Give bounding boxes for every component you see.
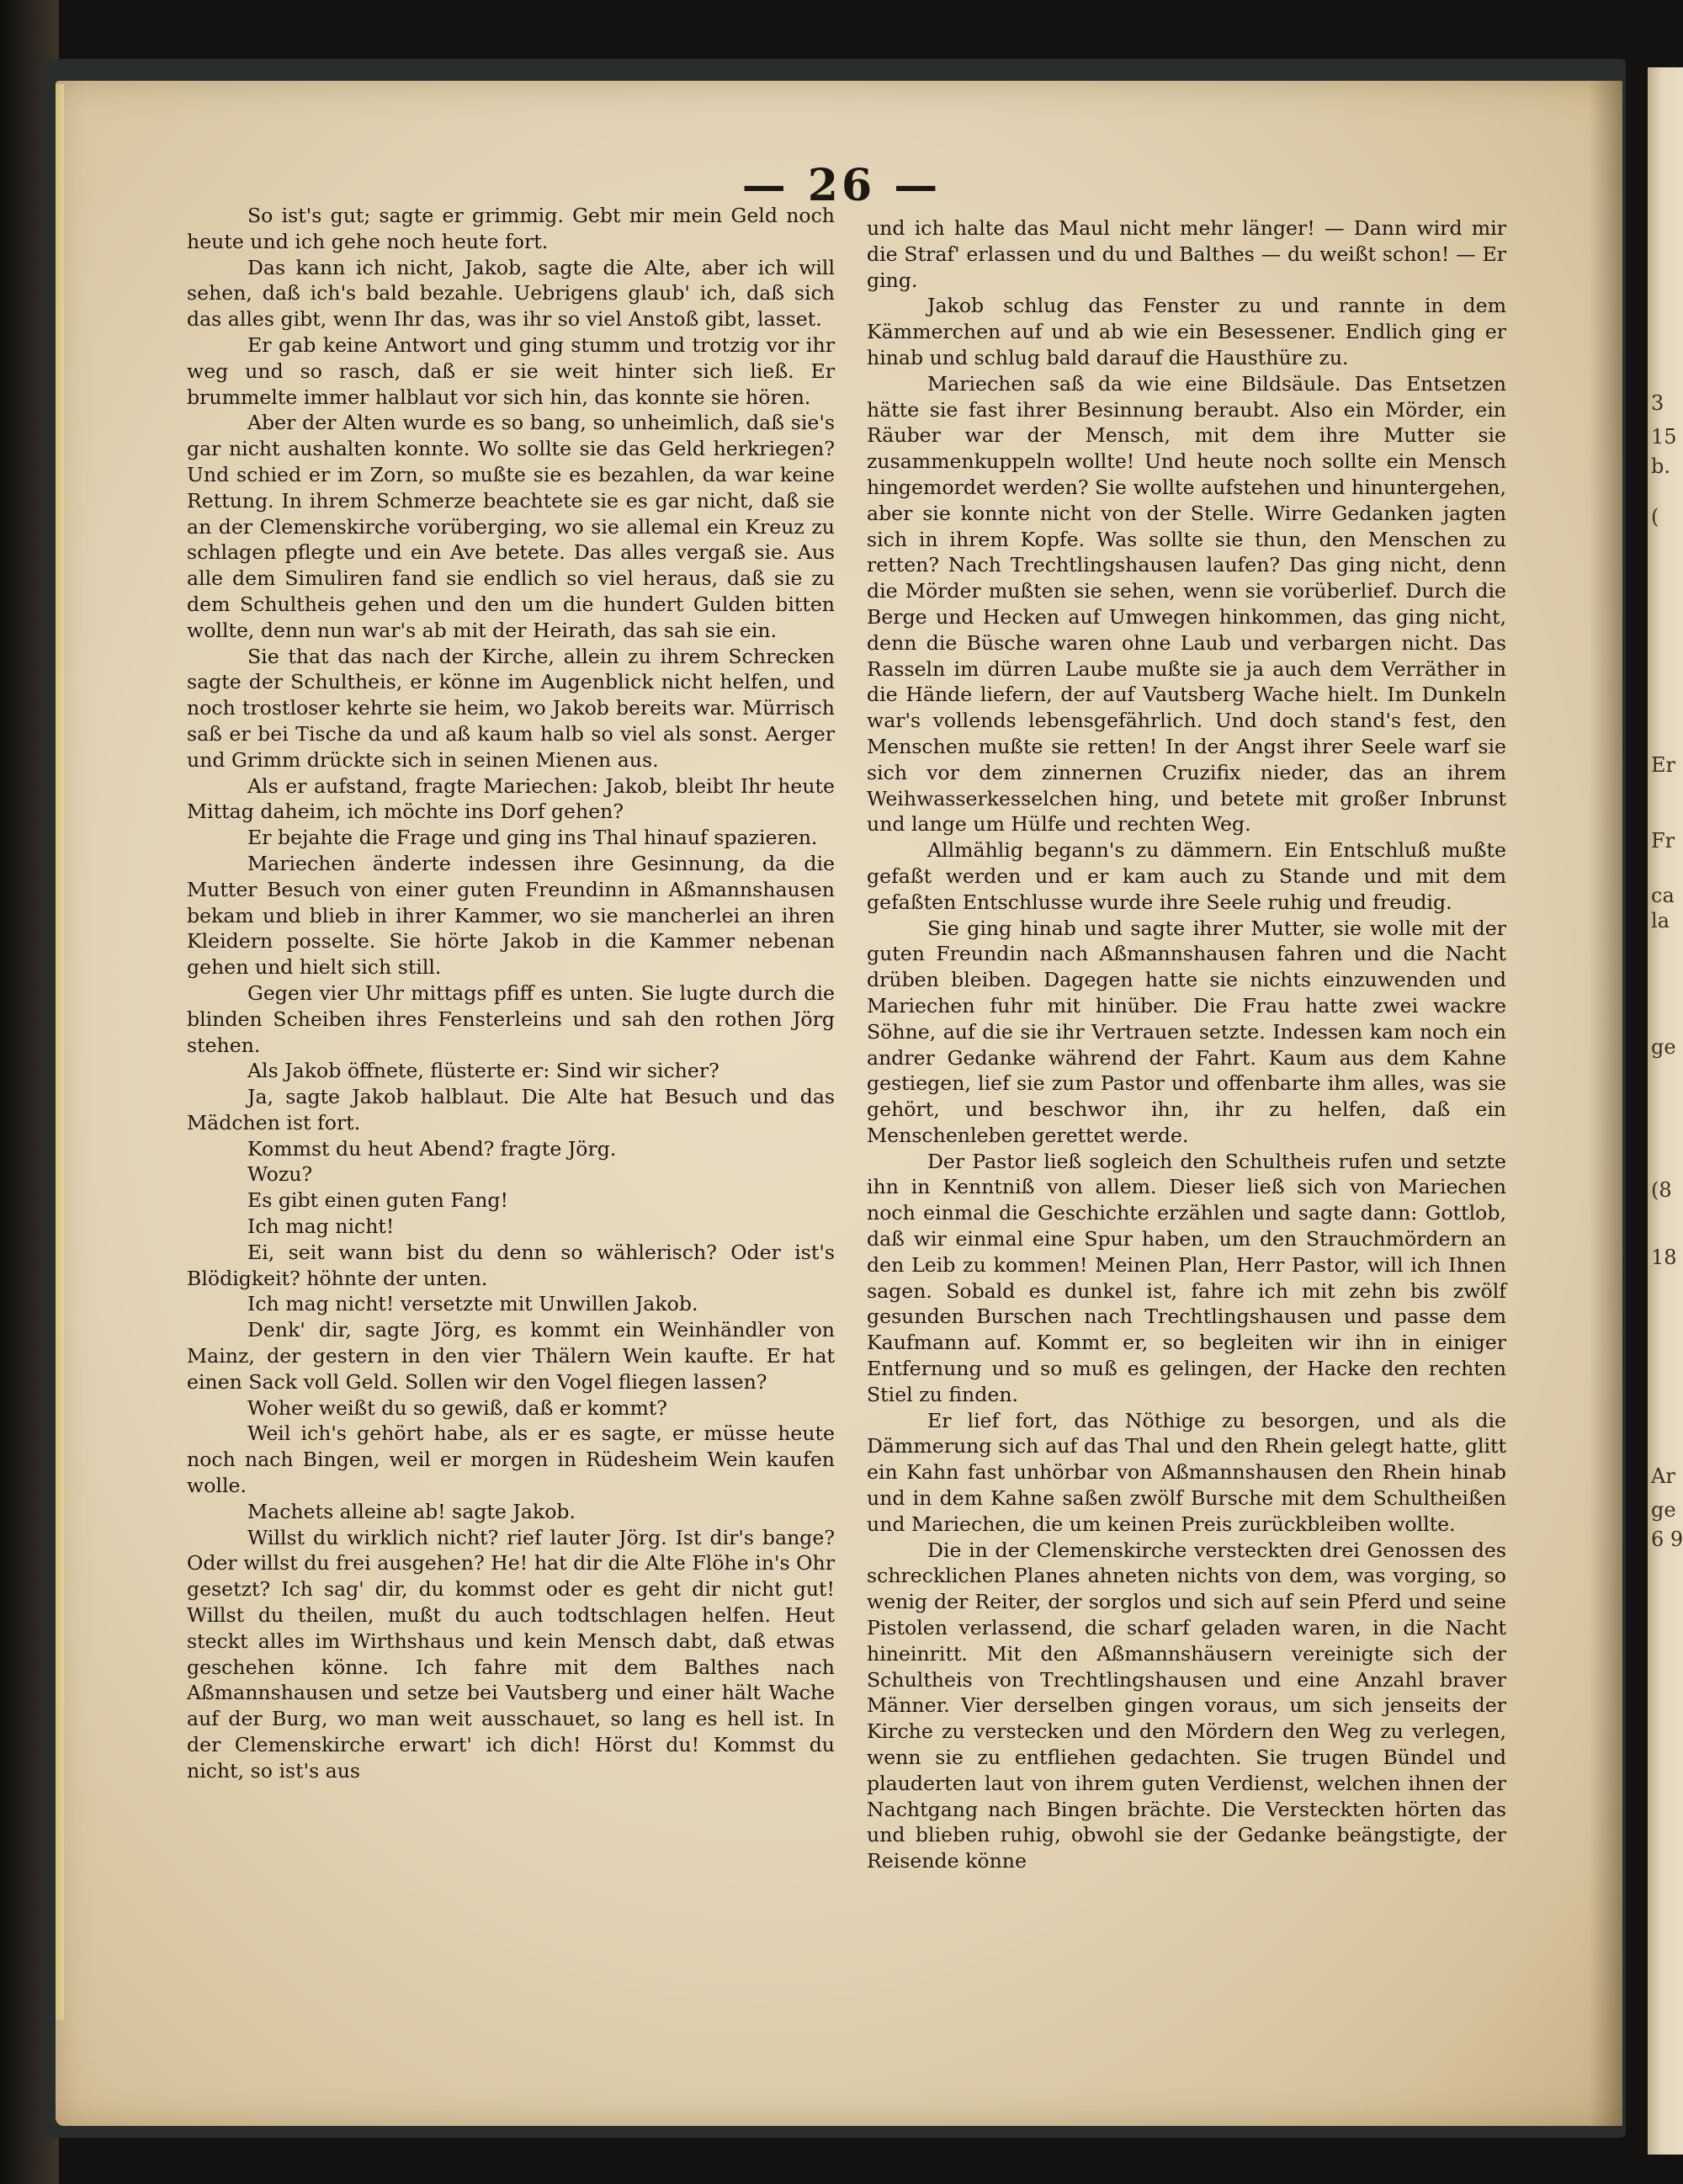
margin-fragment: 3 xyxy=(1651,391,1664,415)
paragraph: Als Jakob öffnete, flüsterte er: Sind wir sicher? xyxy=(247,1059,719,1083)
paragraph: Die in der Clemenskirche versteckten drei Genossen des schrecklichen Planes ahneten nichts von dem, was vorging, so wenig der Reiter, der sorglos und sich auf sein Pferd und seine Pistolen verlassend, die scharf geladen waren, in die Nacht hineinritt. Mit den Aßmannshäusern vereinigte sich der Schultheis von Trechtlingshausen und eine Anzahl braver Männer. Vier derselben gingen voraus, um sich jenseits der Kirche zu verstecken und den Mördern den Weg zu verlegen, wenn sie zu entfliehen gedachten. Sie trugen Bündel und plauderten laut von ihrem guten Verdienst, welchen ihnen der Nachtgang nach Bingen brächte. Die Versteckten hörten das und blieben ruhig, obwohl sie der Gedanke beängstigte, der Reisende könne xyxy=(867,1538,1506,1873)
page-gutter-shadow xyxy=(1589,81,1622,2126)
paragraph: Weil ich's gehört habe, als er es sagte, er müsse heute noch nach Bingen, weil er morgen in Rüdesheim Wein kaufen wolle. xyxy=(187,1421,835,1498)
margin-fragment: la xyxy=(1651,909,1670,933)
paragraph: Mariechen änderte indessen ihre Gesinnung, da die Mutter Besuch von einer guten Freundinn in Aßmannshausen bekam und blieb in ihrer Kammer, wo sie mancherlei an ihren Kleidern posselte. Sie hörte Jakob in die Kammer nebenan gehen und hielt sich still. xyxy=(187,851,835,980)
paragraph: Aber der Alten wurde es so bang, so unheimlich, daß sie's gar nicht aushalten konnte. Wo sollte sie das Geld herkriegen? Und schied er im Zorn, so mußte sie es bezahlen, da war keine Rettung. In ihrem Schmerze beachtete sie es gar nicht, daß sie an der Clemenskirche vorüberging, wo sie allemal ein Kreuz zu schlagen pflegte und ein Ave betete. Das alles vergaß sie. Aus alle dem Simuliren fand sie endlich so viel heraus, daß sie zu dem Schultheis gehen und den um die hundert Gulden bitten wollte, denn nun war's ab mit der Heirath, das sah sie ein. xyxy=(187,411,835,642)
paragraph: Er bejahte die Frage und ging ins Thal hinauf spazieren. xyxy=(247,826,818,850)
margin-fragment: ( xyxy=(1651,505,1659,529)
margin-fragment: ca xyxy=(1651,884,1675,907)
paragraph: Sie ging hinab und sagte ihrer Mutter, sie wolle mit der guten Freundin nach Aßmannshausen fahren und die Nacht drüben bleiben. Dagegen hatte sie nichts einzuwenden und Mariechen fuhr mit hinüber. Die Frau hatte zwei wackre Söhne, auf die sie ihr Vertrauen setzte. Indessen kam noch ein andrer Gedanke während der Fahrt. Kaum aus dem Kahne gestiegen, lief sie zum Pastor und offenbarte ihm alles, was sie gehört, und beschwor ihn, ihr zu helfen, daß ein Menschenleben gerettet werde. xyxy=(867,916,1506,1147)
paragraph: Woher weißt du so gewiß, daß er kommt? xyxy=(247,1395,667,1420)
paragraph: Gegen vier Uhr mittags pfiff es unten. Sie lugte durch die blinden Scheiben ihres Fensterleins und sah den rothen Jörg stehen. xyxy=(187,980,835,1057)
paragraph: Willst du wirklich nicht? rief lauter Jörg. Ist dir's bange? Oder willst du frei ausgehen? He! hat dir die Alte Flöhe in's Ohr gesetzt? Ich sag' dir, du kommst oder es geht dir nicht gut! Willst du theilen, mußt du auch todtschlagen helfen. Heut steckt alles im Wirthshaus und kein Mensch dabt, daß etwas geschehen könne. Ich fahre mit dem Balthes nach Aßmannshausen und setze bei Vautsberg und einer hält Wache auf der Burg, wo man weit ausschauet, so lang es hell ist. In der Clemenskirche erwart' ich dich! Hörst du! Kommst du nicht, so ist's aus xyxy=(187,1525,835,1783)
text-column-right xyxy=(867,215,1506,1874)
paragraph: Allmählig begann's zu dämmern. Ein Entschluß mußte gefaßt werden und er kam auch zu Stande und mit dem gefaßten Entschlusse wurde ihre Seele ruhig und freudig. xyxy=(867,838,1506,914)
paragraph: Als er aufstand, fragte Mariechen: Jakob, bleibt Ihr heute Mittag daheim, ich möchte ins Dorf gehen? xyxy=(187,773,835,824)
paragraph: Wozu? xyxy=(247,1162,313,1187)
paragraph: Jakob schlug das Fenster zu und rannte in dem Kämmerchen auf und ab wie ein Besessener. Endlich ging er hinab und schlug bald darauf die Hausthüre zu. xyxy=(867,294,1506,369)
adjacent-page-edge xyxy=(1648,67,1683,2155)
paragraph: Der Pastor ließ sogleich den Schultheis rufen und setzte ihn in Kenntniß von allem. Dieser ließ sich von Mariechen noch einmal die Geschichte erzählen und sagte dann: Gottlob, daß wir einmal eine Spur haben, um den Strauchmördern an den Leib zu kommen! Meinen Plan, Herr Pastor, will ich Ihnen sagen. Sobald es dunkel ist, fahre ich mit zehn bis zwölf gesunden Burschen nach Trechtlingshausen und passe dem Kaufmann auf. Kommt er, so begleiten wir ihn in einiger Entfernung und so muß es gelingen, der Hacke den rechten Stiel zu finden. xyxy=(867,1149,1506,1406)
paragraph: Es gibt einen guten Fang! xyxy=(247,1188,508,1213)
paragraph: Sie that das nach der Kirche, allein zu ihrem Schrecken sagte der Schultheis, er könne im Augenblick nicht helfen, und noch trostloser kehrte sie heim, wo Jakob bereits war. Mürrisch saß er bei Tische da und aß kaum halb so viel als sonst. Aerger und Grimm drückte sich in seinen Mienen aus. xyxy=(187,644,835,772)
paragraph: Er gab keine Antwort und ging stumm und trotzig vor ihr weg und so rasch, daß er sie weit hinter sich ließ. Er brummelte immer halblaut vor sich hin, das konnte sie hören. xyxy=(187,332,835,409)
paragraph: Ja, sagte Jakob halblaut. Die Alte hat Besuch und das Mädchen ist fort. xyxy=(187,1085,835,1135)
paragraph: Mariechen saß da wie eine Bildsäule. Das Entsetzen hätte sie fast ihrer Besinnung beraubt. Also ein Mörder, ein Räuber war der Mensch, mit dem ihre Mutter sie zusammenkuppeln wollte! Und heute noch sollte ein Mensch hingemordet werden? Sie wollte aufstehen und hinuntergehen, aber sie konnte nicht von der Stelle. Wirre Gedanken jagten sich in ihrem Kopfe. Was sollte sie thun, den Menschen zu retten? Nach Trechtlingshausen laufen? Das ging nicht, denn die Mörder mußten sie sehen, wenn sie vorüberlief. Durch die Berge und Hecken auf Umwegen hinkommen, das ging nicht, denn die Büsche waren ohne Laub und verbargen nicht. Das Rasseln im dürren Laube mußte sie ja auch dem Verräther in die Hände liefern, der auf Vautsberg Wache hielt. Im Dunkeln war's vollends lebensgefährlich. Und doch stand's fest, den Menschen mußte sie retten! In der Angst ihrer Seele warf sie sich vor dem zinnernen Cruzifix nieder, das an ihrem Weihwasserkesselchen hing, und betete mit großer Inbrunst und lange um Hülfe und rechten Weg. xyxy=(867,371,1506,837)
margin-fragment: Er xyxy=(1651,753,1675,777)
paragraph: Machets alleine ab! sagte Jakob. xyxy=(247,1499,576,1523)
margin-fragment: Fr xyxy=(1651,829,1675,853)
margin-fragment: b. xyxy=(1651,454,1670,478)
margin-fragment: 6 9 xyxy=(1651,1528,1683,1551)
margin-fragment: 18 xyxy=(1651,1246,1677,1269)
paragraph: Ich mag nicht! xyxy=(247,1214,395,1239)
paragraph: So ist's gut; sagte er grimmig. Gebt mir mein Geld noch heute und ich gehe noch heute fort. xyxy=(187,204,835,253)
paragraph: Denk' dir, sagte Jörg, es kommt ein Weinhändler von Mainz, der gestern in den vier Thälern Wein kaufte. Er hat einen Sack voll Geld. Sollen wir den Vogel fliegen lassen? xyxy=(187,1318,835,1394)
paragraph: und ich halte das Maul nicht mehr länger! — Dann wird mir die Straf' erlassen und du und Balthes — du weißt schon! — Er ging. xyxy=(867,216,1506,292)
paragraph: Ei, seit wann bist du denn so wählerisch? Oder ist's Blödigkeit? höhnte der unten. xyxy=(187,1240,835,1290)
margin-fragment: ge xyxy=(1651,1498,1676,1522)
paragraph: Kommst du heut Abend? fragte Jörg. xyxy=(247,1136,617,1161)
text-column-left xyxy=(187,203,835,1784)
paragraph: Das kann ich nicht, Jakob, sagte die Alte, aber ich will sehen, daß ich's bald bezahle. Uebrigens glaub' ich, daß sich das alles gibt, wenn Ihr das, was ihr so viel Anstoß gibt, lasset. xyxy=(187,255,835,332)
margin-fragment: ge xyxy=(1651,1035,1676,1059)
margin-fragment: Ar xyxy=(1651,1464,1675,1488)
page-edge-stain xyxy=(56,84,64,2020)
paragraph: Er lief fort, das Nöthige zu besorgen, und als die Dämmerung sich auf das Thal und den Rhein gelegt hatte, glitt ein Kahn fast unhörbar von Aßmannshausen den Rhein hinab und in dem Kahne saßen zwölf Bursche mit dem Schultheißen und Mariechen, die um keinen Preis zurückbleiben wollte. xyxy=(867,1408,1506,1536)
paragraph: Ich mag nicht! versetzte mit Unwillen Jakob. xyxy=(247,1292,698,1316)
margin-fragment: (8 xyxy=(1651,1178,1672,1202)
page-number: — 26 — xyxy=(741,160,942,211)
margin-fragment: 15 xyxy=(1651,425,1677,449)
